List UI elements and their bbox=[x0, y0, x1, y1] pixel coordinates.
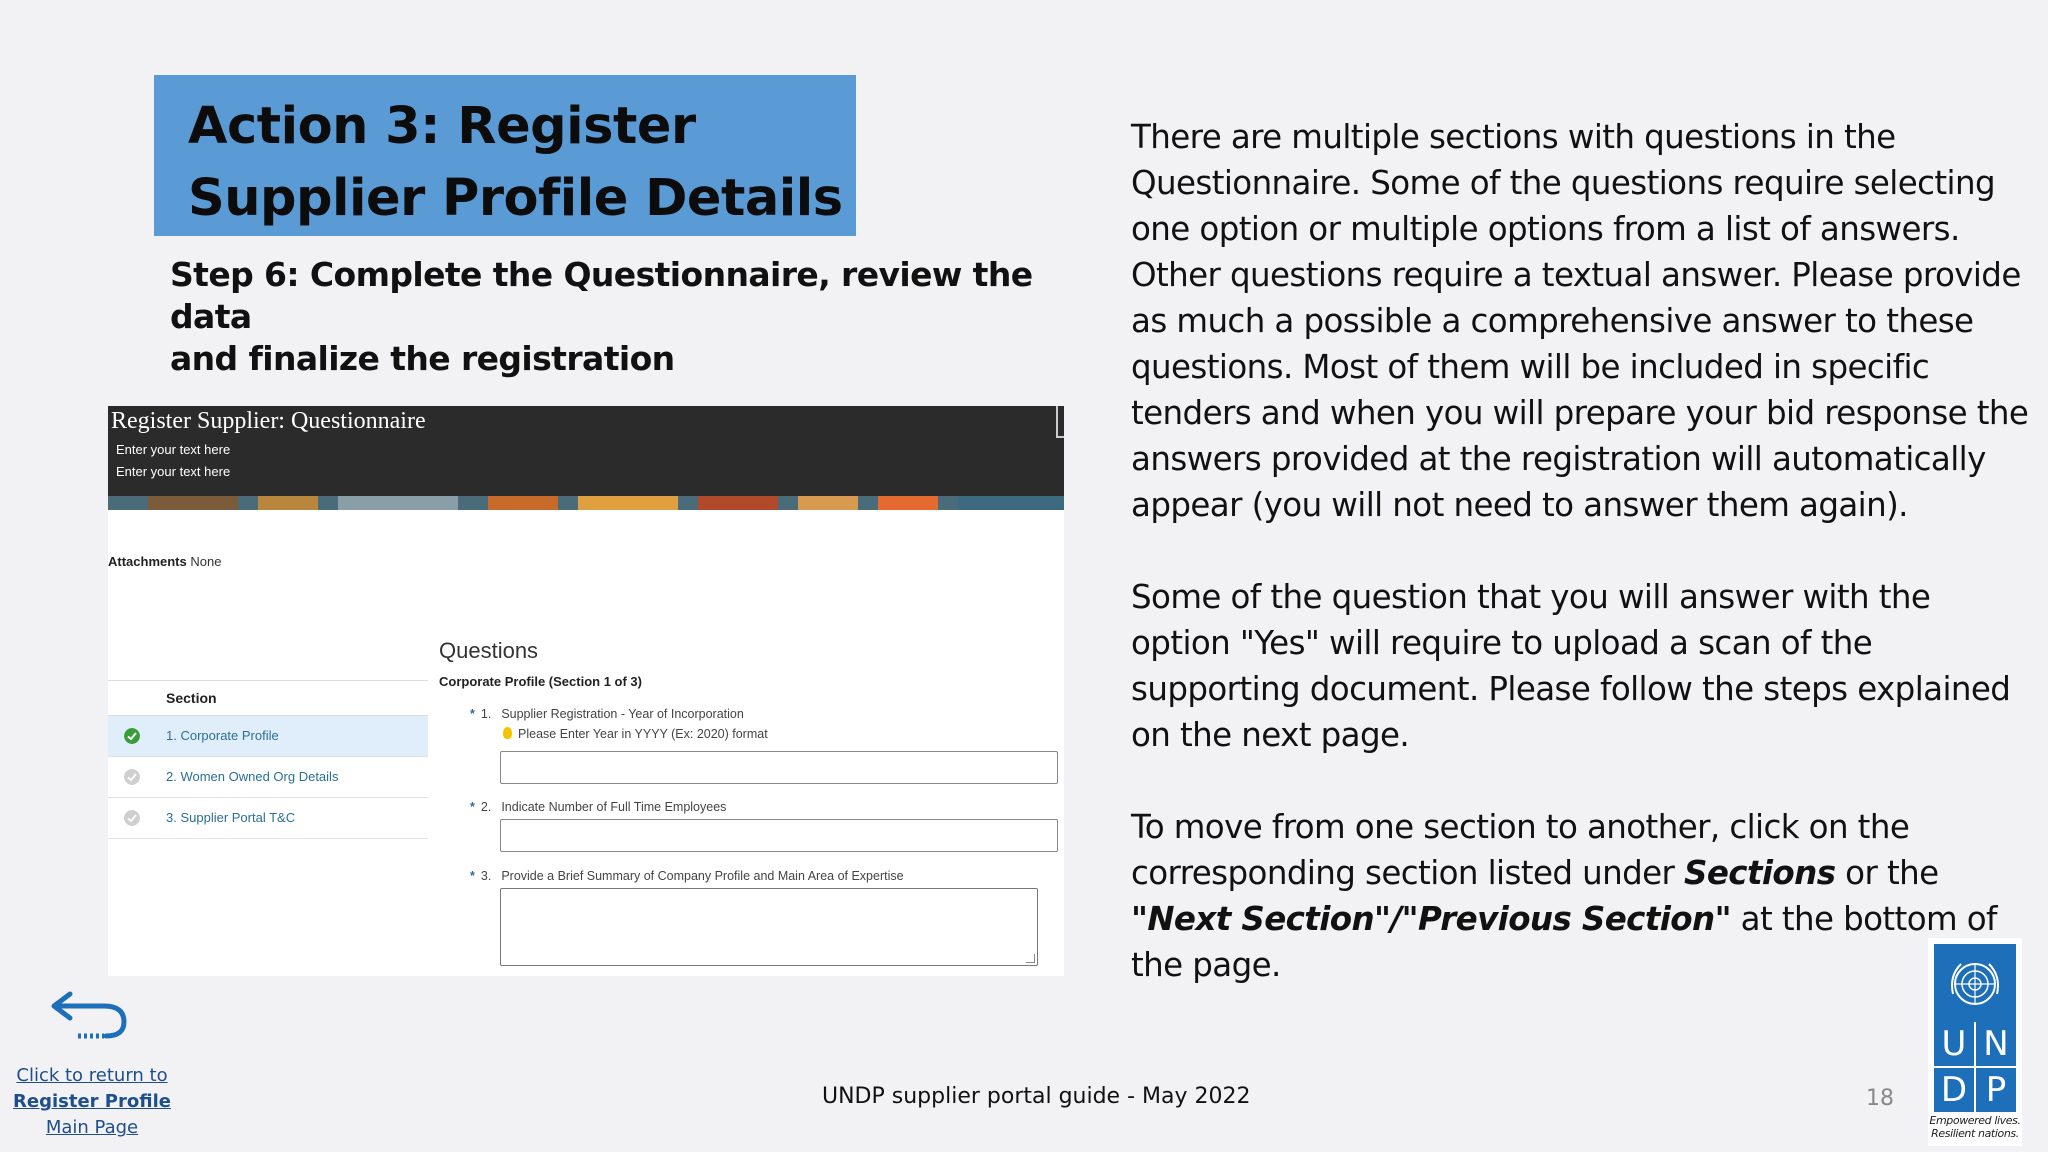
logo-letter-d: D bbox=[1934, 1068, 1976, 1112]
section-item-women-owned[interactable] bbox=[108, 757, 428, 798]
screenshot-subtitle-1: Enter your text here bbox=[116, 442, 231, 457]
p3-sections-emphasis: Sections bbox=[1684, 854, 1836, 892]
check-complete-icon bbox=[124, 728, 140, 744]
un-emblem-icon bbox=[1945, 954, 2005, 1014]
title-box bbox=[154, 75, 856, 236]
decorative-banner bbox=[108, 496, 1064, 510]
return-arrow-icon[interactable] bbox=[46, 986, 132, 1046]
undp-logo bbox=[1928, 938, 2022, 1146]
section-item-label: 1. Corporate Profile bbox=[166, 728, 279, 743]
return-link-line-3[interactable]: Main Page bbox=[45, 1117, 139, 1138]
check-pending-icon bbox=[124, 810, 140, 826]
tagline-2: Resilient nations. bbox=[1931, 1127, 2019, 1140]
question-label: Provide a Brief Summary of Company Profile and Main Area of Expertise bbox=[501, 869, 904, 883]
question-number: 3. bbox=[480, 869, 492, 883]
screenshot-subtitle-2: Enter your text here bbox=[116, 464, 231, 479]
section-header: Section bbox=[108, 680, 428, 716]
paragraph-1: There are multiple sections with questions in the Questionnaire. Some of the questions require selecting one option or multiple options from a list of answers. Other questions require a textual answer. Please provide as much a possible a comprehensive answer to these questions. Most of them will be included in specific tenders and when you will prepare your bid response the answers provided at the registration will automatically appear (you will not need to answer them again). bbox=[1131, 118, 2029, 524]
logo-letter-n: N bbox=[1976, 1022, 2016, 1068]
questionnaire-screenshot bbox=[108, 406, 1064, 976]
tagline-1: Empowered lives. bbox=[1929, 1114, 2021, 1127]
employees-input[interactable] bbox=[500, 819, 1058, 852]
screenshot-title: Register Supplier: Questionnaire bbox=[111, 408, 426, 434]
hint-text: Please Enter Year in YYYY (Ex: 2020) format bbox=[518, 727, 768, 741]
section-item-portal-tc[interactable] bbox=[108, 798, 428, 839]
questions-title: Questions bbox=[439, 638, 539, 663]
p3-text-e: at the bottom of the page. bbox=[1131, 900, 1997, 984]
attachments-label: Attachments bbox=[108, 554, 187, 569]
step-line-2: and finalize the registration bbox=[170, 339, 675, 378]
question-label: Supplier Registration - Year of Incorporation bbox=[501, 707, 744, 721]
attachments-row bbox=[108, 554, 221, 569]
p3-next-prev-emphasis: "Next Section"/"Previous Section" bbox=[1131, 900, 1731, 938]
section-table bbox=[108, 680, 428, 839]
question-1 bbox=[470, 707, 744, 721]
title-line-1: Action 3: Register bbox=[188, 97, 696, 156]
questions-subtitle: Corporate Profile (Section 1 of 3) bbox=[439, 674, 642, 689]
required-star: * bbox=[470, 800, 475, 814]
logo-letter-p: P bbox=[1985, 1070, 2007, 1110]
attachments-value: None bbox=[190, 554, 222, 569]
return-link[interactable] bbox=[8, 1063, 176, 1141]
question-label: Indicate Number of Full Time Employees bbox=[501, 800, 727, 814]
step-heading bbox=[170, 254, 1050, 380]
check-pending-icon bbox=[124, 769, 140, 785]
step-line-1: Step 6: Complete the Questionnaire, review the data bbox=[170, 255, 1033, 336]
section-item-corporate-profile[interactable] bbox=[108, 716, 428, 757]
instructions-text bbox=[1131, 114, 2031, 988]
page-number: 18 bbox=[1866, 1086, 1894, 1111]
year-of-incorporation-input[interactable] bbox=[500, 751, 1058, 784]
p3-text-a: To move from one section to another, click on the corresponding section listed under bbox=[1131, 808, 1910, 892]
undp-tagline bbox=[1928, 1114, 2022, 1140]
paragraph-2: Some of the question that you will answer with the option "Yes" will require to upload a scan of the supporting document. Please follow the steps explained on the next page. bbox=[1131, 578, 2011, 754]
return-link-line-1[interactable]: Click to return to bbox=[16, 1065, 168, 1086]
undp-letters bbox=[1934, 1022, 2016, 1112]
question-3 bbox=[470, 869, 904, 883]
title-line-2: Supplier Profile Details bbox=[188, 169, 843, 228]
header-corner bbox=[1056, 406, 1064, 438]
question-1-hint bbox=[503, 727, 768, 741]
footer-text: UNDP supplier portal guide - May 2022 bbox=[822, 1084, 1251, 1109]
resize-grip-icon[interactable] bbox=[1026, 954, 1035, 963]
required-star: * bbox=[470, 707, 475, 721]
paragraph-3 bbox=[1131, 804, 2031, 988]
logo-letter-u: U bbox=[1934, 1022, 1976, 1068]
screenshot-header bbox=[108, 406, 1064, 510]
required-star: * bbox=[470, 869, 475, 883]
section-item-label: 2. Women Owned Org Details bbox=[166, 769, 339, 784]
lightbulb-icon bbox=[503, 727, 512, 739]
p3-text-c: or the bbox=[1835, 854, 1939, 892]
question-2 bbox=[470, 800, 726, 814]
question-number: 2. bbox=[480, 800, 492, 814]
question-number: 1. bbox=[480, 707, 492, 721]
company-summary-textarea[interactable] bbox=[500, 888, 1038, 966]
return-link-line-2[interactable]: Register Profile bbox=[13, 1091, 171, 1112]
section-item-label: 3. Supplier Portal T&C bbox=[166, 810, 296, 825]
